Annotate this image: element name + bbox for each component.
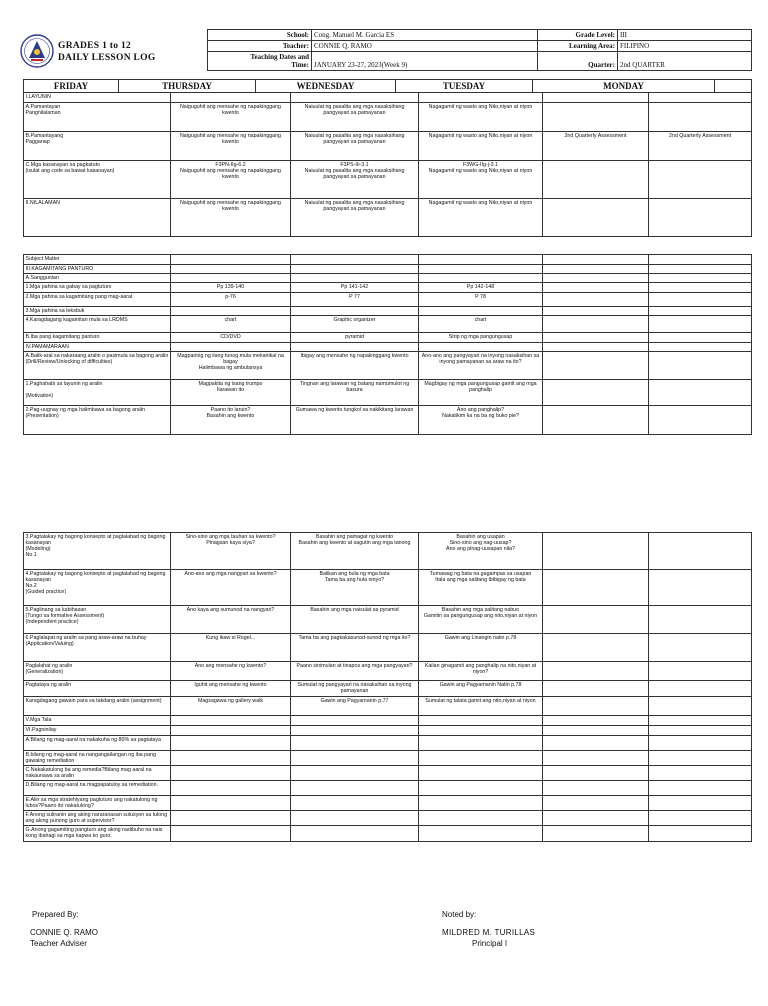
day-cell [419,716,543,726]
table-row [24,697,752,716]
day-cell: F3PN-IIg-6.2 Naiguguhit ang mensahe ng napakinggang kwento [171,161,291,199]
day-cell [649,811,752,826]
day-cell [419,736,543,751]
row-label: 3.Mga pahina sa teksbuk [24,307,171,316]
learning-area-label: Learning Area: [538,41,618,52]
table-row [24,726,752,736]
day-cell [649,606,752,634]
day-cell: 2nd Quarterly Assessment [543,132,649,161]
prepared-by-label: Prepared By: [32,910,79,919]
day-cell [543,343,649,352]
day-cell: Nagagamit ng wasto ang Nito,niyan at niyon [419,103,543,132]
row-label: A.Sanggunian [24,274,171,283]
row-label: VI.Pagninilay [24,726,171,736]
day-cell [543,681,649,697]
dates-value: JANUARY 23-27, 2023(Week 9) [312,52,538,71]
day-cell: Basahin ang usapan Sino-sino ang nag-uusap? Ano ang pinag-uusapan nila? [419,533,543,570]
table-row [24,161,752,199]
day-cell [649,343,752,352]
day-cell [649,380,752,406]
day-cell: Naiuulat ng pasalita ang mga nasaksihang pangyayari sa pamayanan [291,199,419,237]
day-cell: P 78 [419,293,543,307]
day-cell [543,781,649,796]
day-cell [543,103,649,132]
day-cell: Nagagamit ng wasto ang Nito,niyan at niyon [419,132,543,161]
row-label: 2.Pag-uugnay ng mga halimbawa sa bagong aralin (Presentation) [24,406,171,435]
day-cell: Iguhit ang mensahe ng kwento [171,681,291,697]
day-cell [171,766,291,781]
day-header: MONDAY [533,80,715,93]
day-header: TUESDAY [396,80,533,93]
table-row [24,132,752,161]
day-cell: Ano ang panghalip? Nakatikim ka na ba ng buko pie? [419,406,543,435]
day-cell: Strip ng mga pangungusap [419,333,543,343]
row-label: C.Nakakatulong ba ang remedia?Bilang mag aaral na nakaunawa sa aralin [24,766,171,781]
day-cell: Naiguguhit ang mensahe ng napakinggang kwento [171,132,291,161]
prepared-by-title: Teacher Adviser [30,939,87,948]
header-info-table [207,29,752,71]
school-value: Cong. Manuel M. Garcia ES [312,30,538,41]
day-cell [419,781,543,796]
day-cell [543,736,649,751]
day-cell [419,343,543,352]
day-cell [543,634,649,662]
table-row [24,307,752,316]
day-cell [649,766,752,781]
day-cell [543,406,649,435]
day-cell: P 77 [291,293,419,307]
day-header-spacer [715,80,752,93]
day-cell [649,283,752,293]
day-cell [171,307,291,316]
day-cell [291,255,419,265]
table-row [24,716,752,726]
row-label: B.Iba pang kagamitang panturo [24,333,171,343]
day-cell [543,265,649,274]
day-cell [543,255,649,265]
teacher-label: Teacher: [208,41,312,52]
day-cell [543,811,649,826]
day-cell [171,93,291,103]
day-cell [419,766,543,781]
day-cell [543,697,649,716]
day-cell: Gawin ang Pagyamanin Natin p.78 [419,681,543,697]
day-cell [543,274,649,283]
table-row [24,662,752,681]
day-cell: Magpakita ng isang trumpo Ilarawan ito [171,380,291,406]
row-label: II.NILALAMAN [24,199,171,237]
day-cell [171,726,291,736]
table-row [24,533,752,570]
day-cell: p-76 [171,293,291,307]
row-label: Karagdagang gawain para sa takdang aralin (assignment) [24,697,171,716]
day-cell [543,766,649,781]
day-cell [543,570,649,606]
row-label: 4.Pagtalakay ng bagong konsepto at paglalahad ng bagong kasanayan No.2 (Guided practice) [24,570,171,606]
day-cell: Ano-ano ang mga nangyari sa kwento? [171,570,291,606]
day-cell: Gawin ang Linangin natin p.78 [419,634,543,662]
day-cell [649,103,752,132]
day-cell [291,343,419,352]
day-cell [543,606,649,634]
row-label: IV.PAMAMARAAN [24,343,171,352]
day-cell: Sumulat ng talata gamit ang nito,niyan at niyon [419,697,543,716]
day-cell [291,307,419,316]
row-label: 1.Paghahabi sa layunin ng aralin (Motivation) [24,380,171,406]
table-row [24,766,752,781]
title-line-1: GRADES 1 to 12 [58,41,132,51]
day-cell: Paano sinimulan at tinapos ang mga pangyayari? [291,662,419,681]
table-row [24,255,752,265]
day-cell: Ano ang mensahe ng kwento? [171,662,291,681]
day-cell [171,274,291,283]
table-row [24,333,752,343]
day-cell [543,796,649,811]
day-cell [419,274,543,283]
table-row [24,93,752,103]
day-cell [171,751,291,766]
day-cell [649,352,752,380]
day-cell: F3WG-IIg-j-3.1 Nagagamit ng wasto ang Nito,niyan at niyon [419,161,543,199]
prepared-by-name: CONNIE Q. RAMO [30,928,99,937]
day-cell: Tumawag ng bata na gagampas sa usapan Itala ang mga salitang ibibigay ng bata [419,570,543,606]
table-row [24,316,752,333]
day-header-row [23,79,752,93]
day-cell [419,796,543,811]
table-row [24,274,752,283]
row-label: Subject Matter [24,255,171,265]
day-cell: chart [171,316,291,333]
row-label: C.Mga kasanayan sa pagkatuto (isulat ang code sa bawat kasanayan) [24,161,171,199]
day-cell: Nagagamit ng wasto ang Nito,niyan at niyon [419,199,543,237]
day-cell: Pp 139-140 [171,283,291,293]
day-cell: Pp 142-148 [419,283,543,293]
day-cell [649,307,752,316]
day-cell: Magbigay ng mga pangungusap gamit ang mga panghalip [419,380,543,406]
day-cell [543,333,649,343]
day-cell: Pp 141-142 [291,283,419,293]
day-header: WEDNESDAY [256,80,396,93]
day-cell: Balikan ang hula ng mga bata Tama ba ang hula ninyo? [291,570,419,606]
grade-level-label: Grade Level: [538,30,618,41]
day-cell [291,796,419,811]
day-cell [543,199,649,237]
quarter-label: Quarter: [538,52,618,71]
table-row [24,681,752,697]
day-cell [543,283,649,293]
day-cell [543,161,649,199]
day-cell [291,766,419,781]
day-cell [291,726,419,736]
dates-label [208,52,312,71]
day-cell [543,352,649,380]
day-cell [291,781,419,796]
row-label: A.Pamantayan Pangnilalaman [24,103,171,132]
row-label: 5.Paglinang sa kabihasan (Tungo sa formative Assessment) (Independent practice) [24,606,171,634]
day-cell [291,93,419,103]
day-cell [649,316,752,333]
day-cell [419,751,543,766]
table-row [24,343,752,352]
table-row [24,293,752,307]
table-row [24,736,752,751]
day-cell: Ibigay ang mensahe ng napakinggang kwento [291,352,419,380]
day-cell [649,93,752,103]
day-cell [543,533,649,570]
day-cell: Paano ito laruin? Basahin ang kwento [171,406,291,435]
day-header: FRIDAY [24,80,119,93]
row-label: B.Pamantayang Pagganap [24,132,171,161]
day-cell [543,662,649,681]
day-header: THURSDAY [119,80,256,93]
day-cell [649,533,752,570]
day-cell: chart [419,316,543,333]
quarter-value: 2nd QUARTER [618,52,752,71]
row-label: 6.Paglalapat ng aralin sa pang araw-araw na buhay (Application/Valuing) [24,634,171,662]
day-cell: Naiguguhit ang mensahe ng napakinggang kwento [171,199,291,237]
procedures-reflection-table [23,532,752,842]
day-cell [649,736,752,751]
day-cell: pyramid [291,333,419,343]
day-cell [291,736,419,751]
day-cell [419,726,543,736]
learning-area-value: FILIPINO [618,41,752,52]
table-row [24,283,752,293]
day-cell [171,781,291,796]
day-cell [649,274,752,283]
day-cell [649,681,752,697]
day-cell [419,93,543,103]
objectives-table [23,92,752,237]
day-cell: Graphic organizer [291,316,419,333]
day-cell [649,826,752,842]
day-cell [649,751,752,766]
row-label: A.Bilang ng mag-aaral na nakakuha ng 80% sa pagtataya [24,736,171,751]
row-label: I.LAYUNIN [24,93,171,103]
day-cell: Magparinig ng ilang tunog mula mekanikal na bagay Halimbawa ng ambulansya [171,352,291,380]
day-cell [291,751,419,766]
day-cell: Magsagawa ng gallery walk [171,697,291,716]
day-cell [171,796,291,811]
day-cell [543,826,649,842]
dates-label-line-1: Teaching Dates and [250,53,309,61]
day-cell: Tingnan ang larawan ng batang namumulot ng basura [291,380,419,406]
day-cell [543,93,649,103]
day-cell [171,343,291,352]
day-cell [543,316,649,333]
day-cell: Naiuulat ng pasalita ang mga nasaksihang pangyayari sa pamayanan [291,132,419,161]
noted-by-title: Principal I [472,939,508,948]
day-cell [649,716,752,726]
row-label: D.Bilang ng mag-aaral na magpapatuloy sa remediation. [24,781,171,796]
day-cell [649,726,752,736]
day-cell [291,716,419,726]
day-cell: Naiguguhit ang mensahe ng napakinggang kwento [171,103,291,132]
day-cell: Gumawa ng kwento tungkol sa nakikitang larawan [291,406,419,435]
document-title [58,40,156,64]
table-row [24,570,752,606]
row-label: A.Balik-aral sa nakaraang aralin o pasimula sa bagong aralin (Drill/Review/Unlocking of difficulties) [24,352,171,380]
day-cell [171,265,291,274]
row-label: B.bilang ng mag-aaral na nangangailangan ng iba pang gawaing remediation [24,751,171,766]
day-cell: Ano-ano ang pangyayari na inyong nasaksihan sa inyong pamayanan sa araw na ito? [419,352,543,380]
row-label: 3.Pagtalakay ng bagong konsepto at paglalahad ng bagong kasanayan (Modeling) No.1 [24,533,171,570]
day-cell [419,255,543,265]
day-cell [291,265,419,274]
day-cell [291,826,419,842]
day-cell: Sino-sino ang mga tauhan sa kwento? Pinagsan kaya siya? [171,533,291,570]
row-label: V.Mga Tala [24,716,171,726]
day-cell [171,255,291,265]
table-row [24,352,752,380]
day-cell: F3PS-IIi-3.1 Naiuulat ng pasalita ang mga nasaksihang pangyayari sa pamayanan [291,161,419,199]
table-row [24,406,752,435]
day-cell: Naiuulat ng pasalita ang mga nasaksihang pangyayari sa pamayanan [291,103,419,132]
day-cell [171,811,291,826]
table-row [24,199,752,237]
day-cell [291,811,419,826]
row-label: 1.Mga pahina sa gabay sa pagtuturo [24,283,171,293]
day-cell: Basahin ang mga salitang nabuo Gamitin sa pangungusap ang nito,niyan at niyon [419,606,543,634]
day-cell [649,634,752,662]
table-row [24,103,752,132]
day-cell: Basahin ang mga naisulat sa pyramid [291,606,419,634]
materials-procedures-table [23,254,752,435]
day-cell [543,726,649,736]
day-cell: Ano kaya ang sumunod na nangyari? [171,606,291,634]
day-cell [543,307,649,316]
table-row [24,751,752,766]
day-cell [649,570,752,606]
day-cell: Kung ikaw si Rogel... [171,634,291,662]
table-row [24,634,752,662]
day-cell [171,716,291,726]
table-row [24,606,752,634]
table-row [24,826,752,842]
teacher-value: CONNIE Q. RAMO [312,41,538,52]
row-label: III.KAGAMITANG PANTURO [24,265,171,274]
day-cell [291,274,419,283]
day-cell: Gawin ang Pagyamanin p.77 [291,697,419,716]
grade-level-value: III [618,30,752,41]
row-label: 4.Karagdagang kagamitan mula sa LRDMS [24,316,171,333]
day-cell [419,307,543,316]
day-cell: CD/DVD [171,333,291,343]
table-row [24,781,752,796]
noted-by-name: MILDRED M. TURILLAS [442,928,536,937]
day-cell [419,811,543,826]
row-label: F.Anong suliranin ang aking nararanasan sulusyon sa tulong ang aking punong guro at supervisor? [24,811,171,826]
day-cell [649,161,752,199]
day-cell [649,293,752,307]
table-row [24,811,752,826]
day-cell [649,333,752,343]
day-cell [171,826,291,842]
day-cell [649,796,752,811]
day-cell [419,826,543,842]
dates-label-line-2: Time: [291,61,309,69]
day-cell [543,751,649,766]
table-row [24,796,752,811]
day-cell [419,265,543,274]
day-cell [649,406,752,435]
school-label: School: [208,30,312,41]
day-cell [649,781,752,796]
day-cell: Kailan ginagamit ang panghalip na nito,niyan at niyon? [419,662,543,681]
day-cell [649,199,752,237]
day-cell [543,293,649,307]
row-label: E.Alin sa mga stratehiyang pagtuturo ang nakatulong ng lubos?Paano ito nakatulong? [24,796,171,811]
day-cell: Sumulat ng pangyayari na nasaksihan sa inyong pamayanan [291,681,419,697]
table-row [24,265,752,274]
title-line-2: DAILY LESSON LOG [58,53,156,63]
day-cell [649,265,752,274]
day-cell [649,662,752,681]
row-label: Pagtataya ng aralin [24,681,171,697]
day-cell [543,716,649,726]
day-cell [649,697,752,716]
row-label: 2.Mga pahina sa kagamitang pang mag-aaral. [24,293,171,307]
deped-seal-logo [20,34,54,68]
day-cell [171,736,291,751]
day-cell: 2nd Quarterly Assessment [649,132,752,161]
noted-by-label: Noted by: [442,910,477,919]
day-cell [543,380,649,406]
table-row [24,380,752,406]
day-cell: Basahin ang pamagat ng kwento Basahin ang kwento at sagutin ang mga tanong [291,533,419,570]
day-cell: Tama ba ang pagkakasunod-sunod ng mga ito? [291,634,419,662]
day-cell [649,255,752,265]
row-label: Paglalahat ng aralin (Generalization) [24,662,171,681]
row-label: G.Anong gagamiting pangturo ang aking nadibuho na nais kong ibahagi sa mga kapwa ko guro. [24,826,171,842]
